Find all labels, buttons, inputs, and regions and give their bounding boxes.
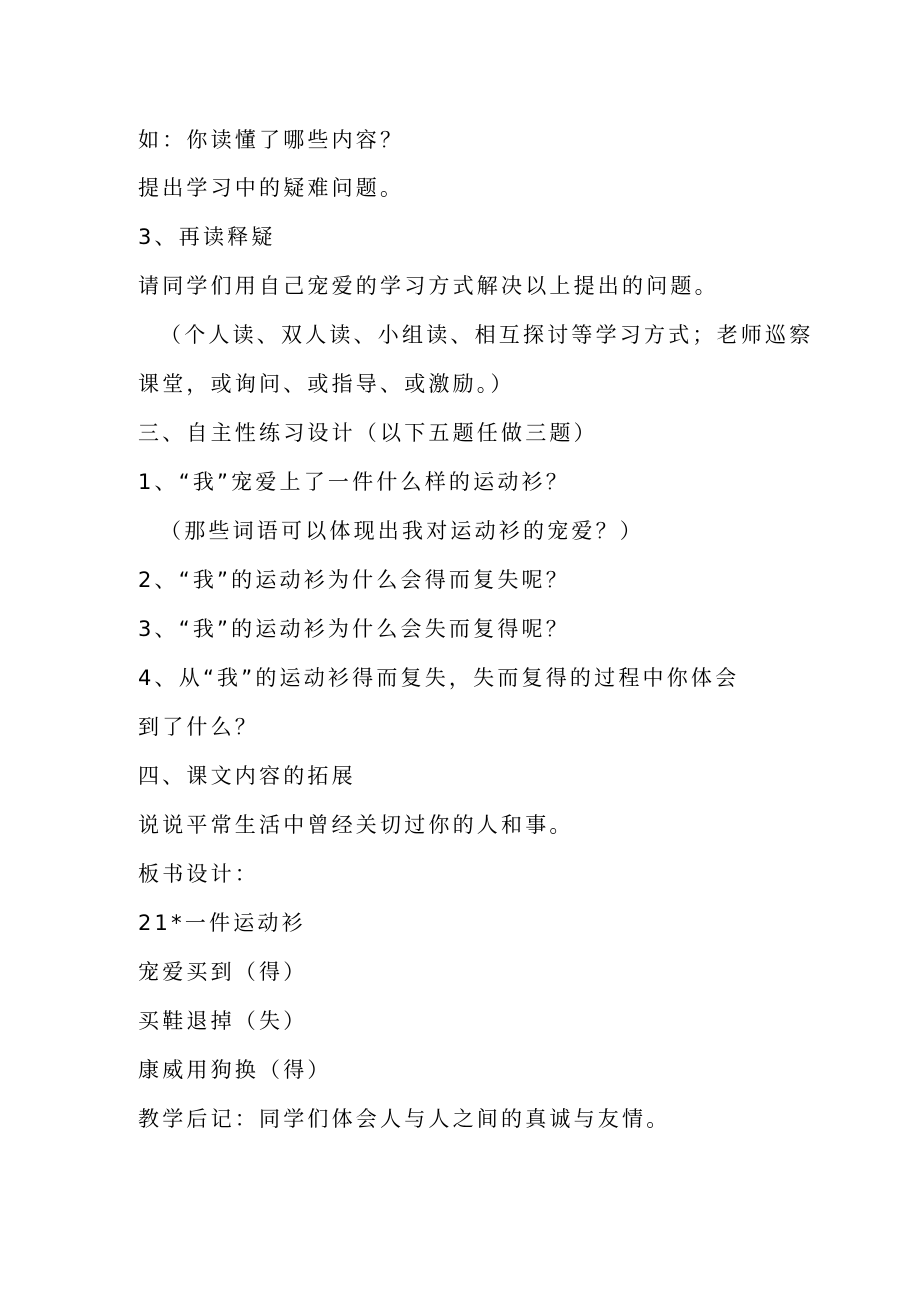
text-line-5: （个人读、双人读、小组读、相互探讨等学习方式；老师巡察	[160, 323, 814, 347]
board-design-item-1: 宠爱买到（得）	[138, 960, 308, 984]
question-2: 2、“我”的运动衫为什么会得而复失呢？	[138, 568, 570, 592]
text-line-1: 如：你读懂了哪些内容？	[138, 128, 405, 152]
text-line-15: 说说平常生活中曾经关切过你的人和事。	[138, 813, 574, 837]
question-1: 1、“我”宠爱上了一件什么样的运动衫？	[138, 470, 570, 494]
question-3: 3、“我”的运动衫为什么会失而复得呢？	[138, 617, 570, 641]
board-design-title: 21*一件运动衫	[138, 911, 306, 935]
section-heading-practice: 三、自主性练习设计（以下五题任做三题）	[138, 421, 598, 445]
section-heading-reread: 3、再读释疑	[138, 225, 276, 249]
text-line-2: 提出学习中的疑难问题。	[138, 176, 405, 200]
text-line-6: 课堂，或询问、或指导、或激励。）	[138, 372, 515, 396]
board-design-heading: 板书设计：	[138, 862, 259, 886]
question-1-hint: （那些词语可以体现出我对运动衫的宠爱？）	[160, 519, 644, 543]
section-heading-extension: 四、课文内容的拓展	[138, 764, 356, 788]
question-4-continued: 到了什么？	[138, 715, 259, 739]
board-design-item-3: 康威用狗换（得）	[138, 1058, 332, 1082]
board-design-item-2: 买鞋退掉（失）	[138, 1009, 308, 1033]
teaching-notes: 教学后记：同学们体会人与人之间的真诚与友情。	[138, 1107, 671, 1131]
text-line-4: 请同学们用自己宠爱的学习方式解决以上提出的问题。	[138, 274, 719, 298]
question-4: 4、从“我”的运动衫得而复失，失而复得的过程中你体会	[138, 666, 740, 690]
